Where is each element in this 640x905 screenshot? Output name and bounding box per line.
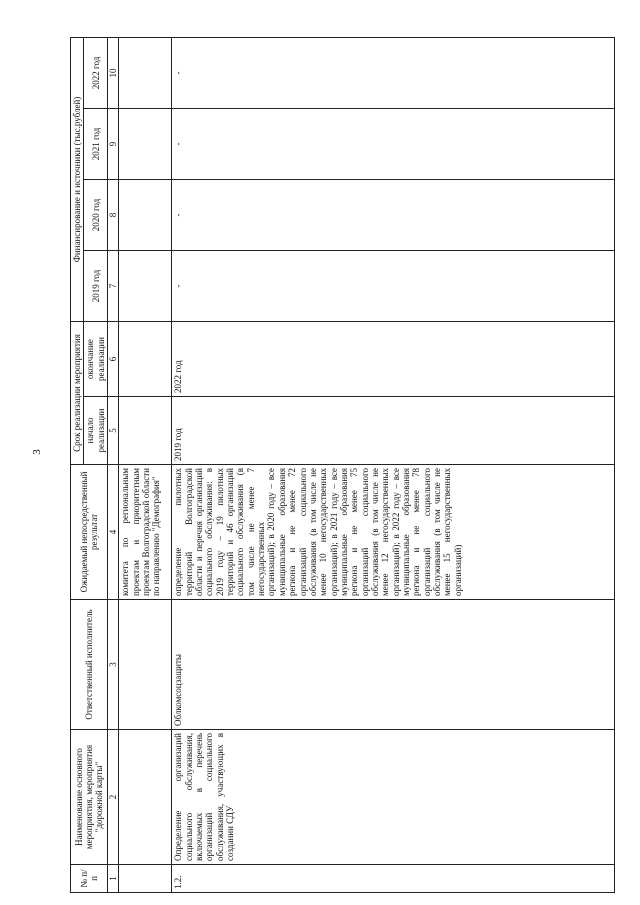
- table-row: [119, 37, 172, 892]
- page-number: 3: [30, 449, 43, 455]
- header-result: Ожидаемый непосредственный результат: [71, 465, 108, 600]
- column-number: 10: [108, 37, 119, 108]
- row-executor: [119, 600, 172, 730]
- column-number: 7: [108, 251, 119, 322]
- header-year-2021: 2021 год: [84, 109, 108, 180]
- row-name: [119, 730, 172, 865]
- row-end: 2022 год: [172, 322, 615, 397]
- column-number: 4: [108, 465, 119, 600]
- header-num: № п/п: [71, 865, 108, 893]
- column-number: 5: [108, 397, 119, 465]
- header-term-end: окончание реализации: [84, 322, 108, 397]
- row-fin-2020: -: [172, 180, 615, 251]
- roadmap-table-rotated: [70, 38, 615, 893]
- column-number: 9: [108, 109, 119, 180]
- header-executor: Ответственный исполнитель: [71, 600, 108, 730]
- row-fin-2021: -: [172, 109, 615, 180]
- row-result: определение пилотных территорий Волгоградской области и перечня организаций социального обслуживания: в 2019 году – 19 пилотных территорий и 46 организаций социального обслуживания (в том числе не менее 7 негосударственных организаций); в 2020 году – все муниципальные образования региона и не менее 72 организаций социального обслуживания (в том числе не менее 10 негосударственных организаций); в 2021 году – все муниципальные образования региона и не менее 75 организаций социального обслуживания (в том числе не менее 12 негосударственных организаций); в 2022 году – все муниципальные образования региона и не менее 78 организаций социального обслуживания (в том числе не менее 15 негосударственных организаций): [172, 465, 615, 600]
- row-fin-2019: [119, 251, 172, 322]
- row-fin-2019: -: [172, 251, 615, 322]
- column-number: 2: [108, 730, 119, 865]
- row-fin-2022: -: [172, 37, 615, 108]
- header-finance: Финансирование и источники (тыс.рублей): [71, 37, 84, 321]
- header-term-start: начало реализации: [84, 397, 108, 465]
- row-num: 1.2.: [172, 865, 615, 893]
- header-name: Наименование основного мероприятия, мероприятия "дорожной карты": [71, 730, 108, 865]
- row-executor: Облкомсоцзащиты: [172, 600, 615, 730]
- row-fin-2022: [119, 37, 172, 108]
- row-start: [119, 397, 172, 465]
- row-name: Определение организаций социального обслуживания, включаемых в перечень организаций социального обслуживания, участвующих в создании СДУ: [172, 730, 615, 865]
- header-year-2022: 2022 год: [84, 37, 108, 108]
- row-start: 2019 год: [172, 397, 615, 465]
- row-fin-2020: [119, 180, 172, 251]
- row-result: комитета по региональным проектам и приоритетным проектам Волгоградской области по направлению "Демография": [119, 465, 172, 600]
- table-row: [172, 37, 615, 892]
- column-number: 8: [108, 180, 119, 251]
- column-number: 1: [108, 865, 119, 893]
- row-fin-2021: [119, 109, 172, 180]
- header-term: Срок реализации мероприятия: [71, 322, 84, 465]
- header-year-2020: 2020 год: [84, 180, 108, 251]
- row-num: [119, 865, 172, 893]
- row-end: [119, 322, 172, 397]
- column-numbers-row: [108, 37, 119, 892]
- column-number: 3: [108, 600, 119, 730]
- roadmap-table: [70, 37, 615, 893]
- column-number: 6: [108, 322, 119, 397]
- header-year-2019: 2019 год: [84, 251, 108, 322]
